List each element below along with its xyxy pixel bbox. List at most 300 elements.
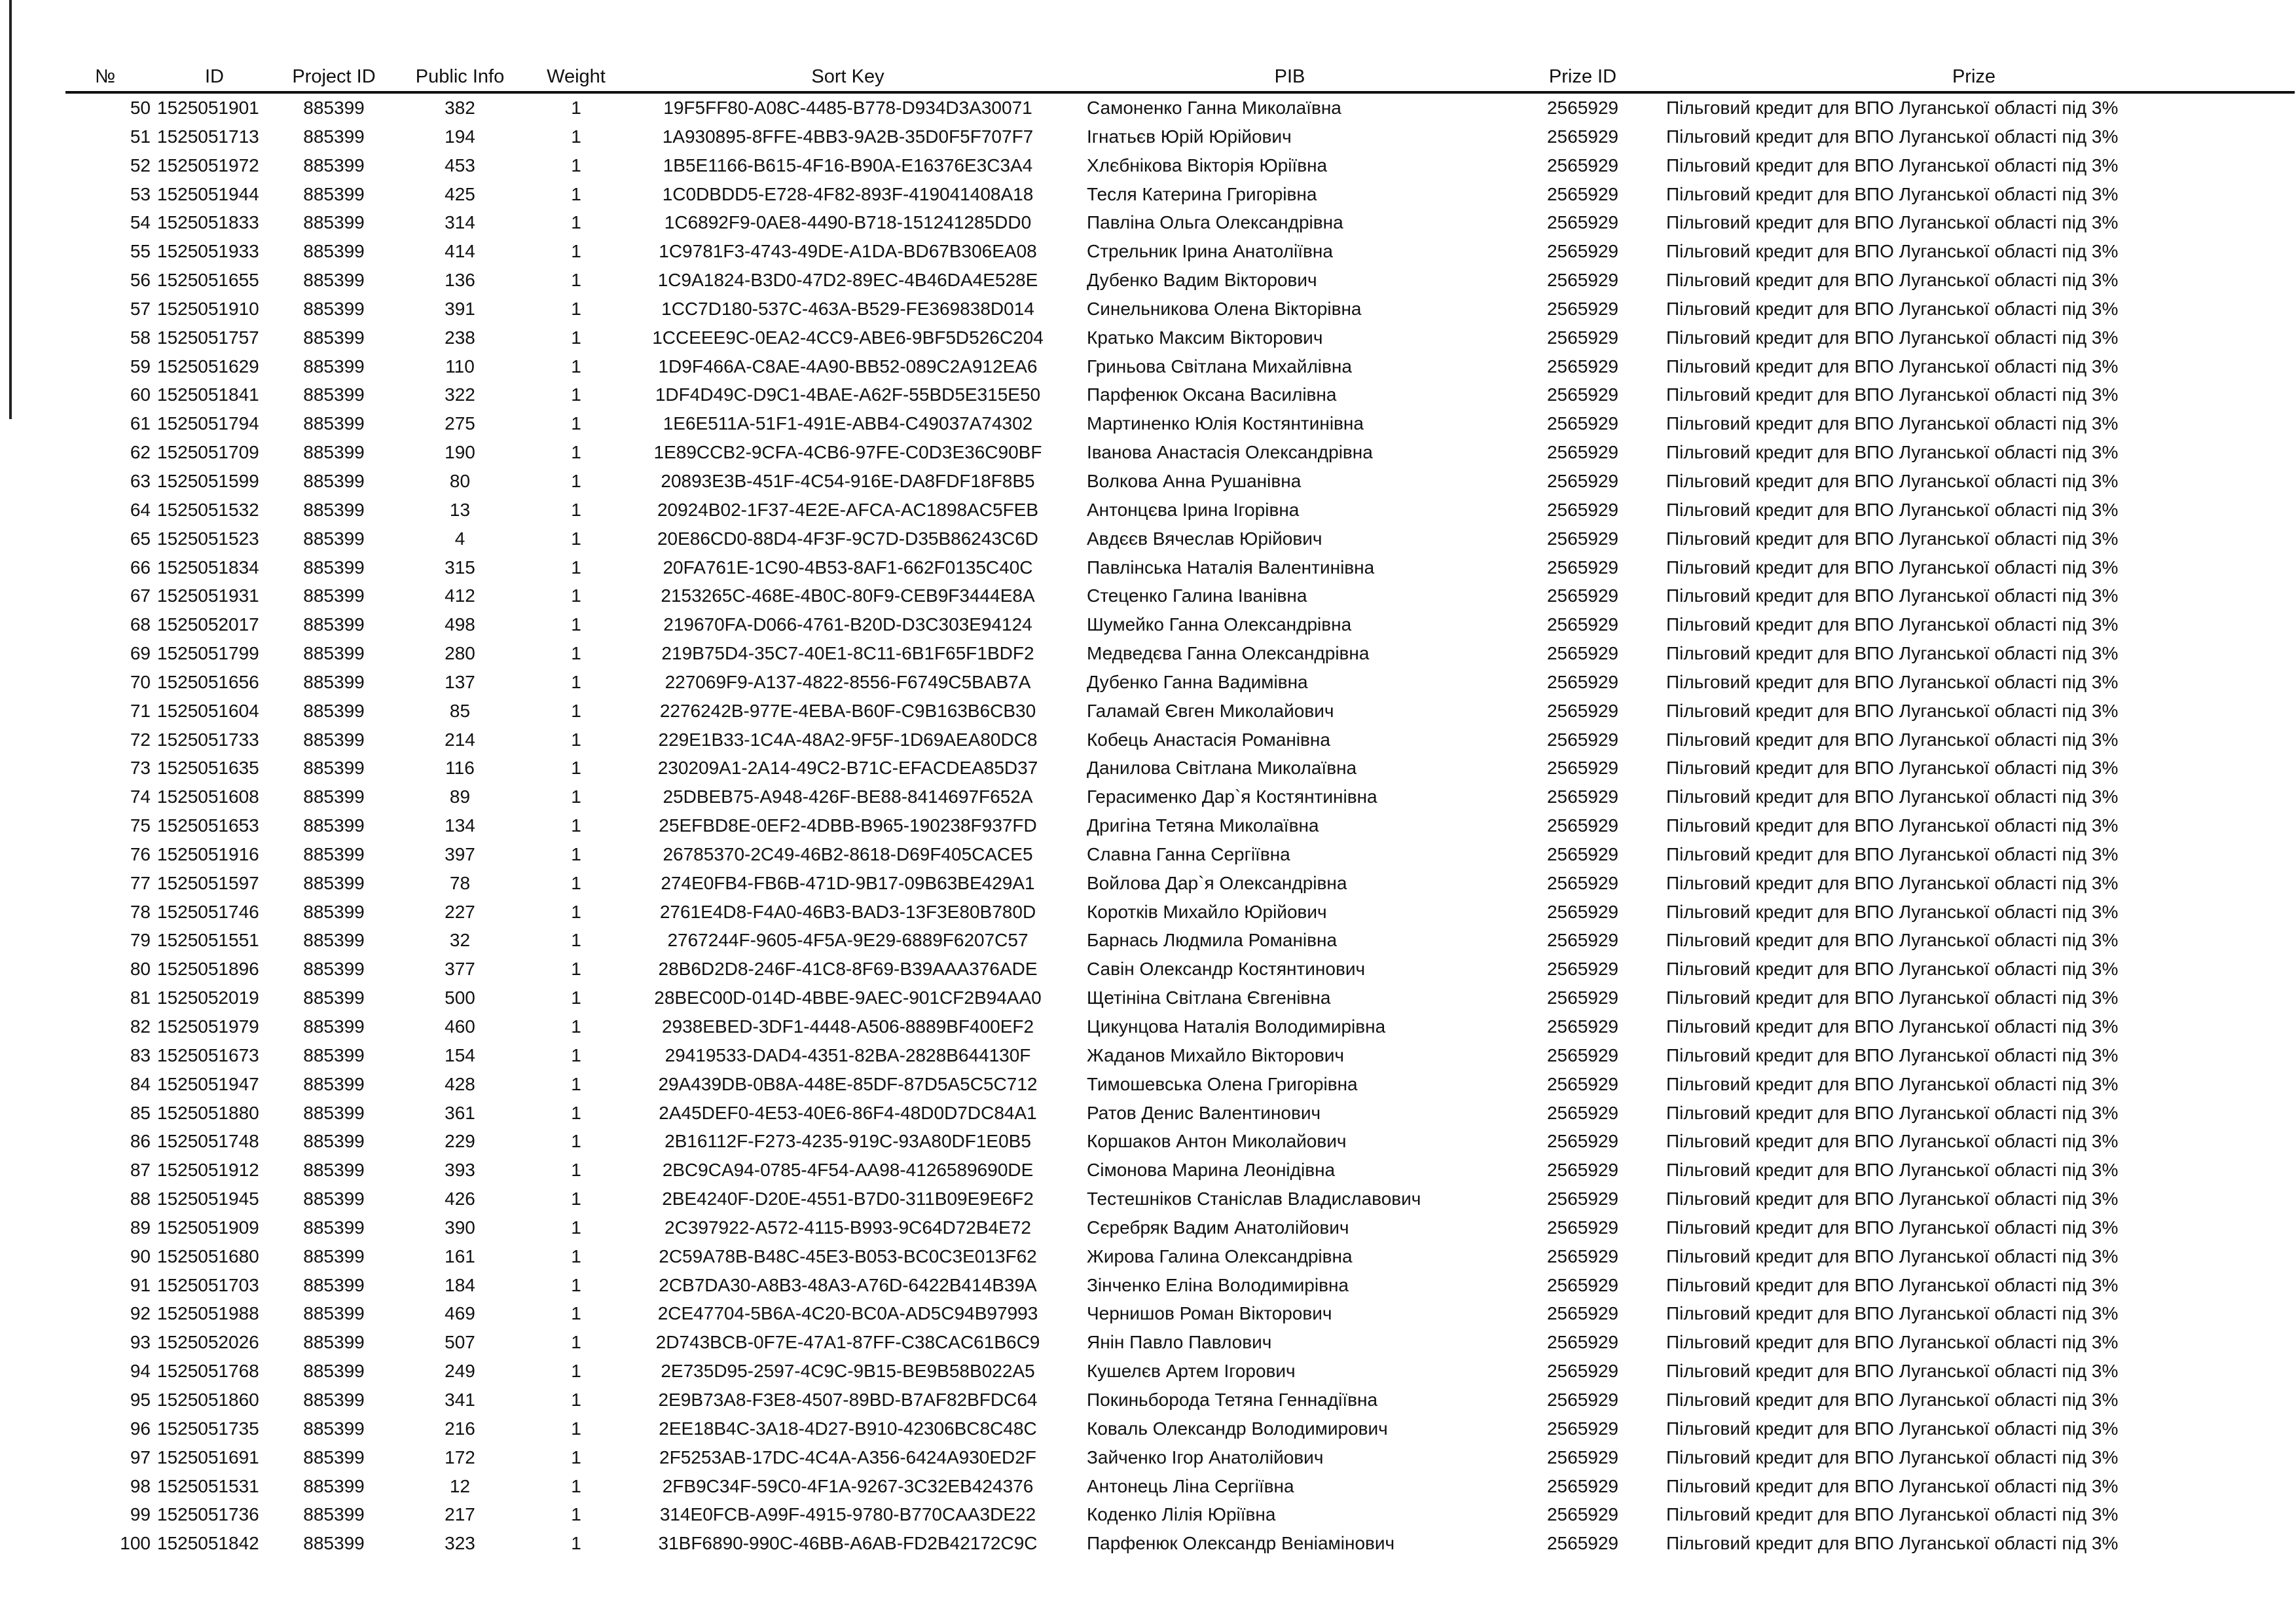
cell-pib: Барнась Людмила Романівна bbox=[1087, 930, 1338, 951]
cell-public-info: 13 bbox=[449, 499, 471, 520]
cell-prize-id: 2565929 bbox=[1546, 183, 1618, 204]
cell-weight: 1 bbox=[571, 183, 581, 204]
cell-id: 1525051653 bbox=[157, 815, 259, 836]
cell-public-info: 216 bbox=[445, 1418, 475, 1439]
cell-project-id: 885399 bbox=[303, 987, 365, 1008]
col-prize-header: Prize bbox=[1653, 62, 2295, 92]
cell-public-info: 161 bbox=[445, 1246, 475, 1266]
cell-project-id: 885399 bbox=[303, 327, 365, 348]
cell-weight: 1 bbox=[571, 843, 581, 864]
cell-prize: Пільговий кредит для ВПО Луганської області під 3% bbox=[1666, 528, 2119, 549]
cell-weight: 1 bbox=[571, 585, 581, 606]
cell-public-info: 393 bbox=[445, 1160, 475, 1181]
cell-weight: 1 bbox=[571, 98, 581, 118]
table-row bbox=[65, 1041, 2295, 1070]
cell-prize-id: 2565929 bbox=[1546, 413, 1618, 434]
cell-sort-key: 2F5253AB-17DC-4C4A-A356-6424A930ED2F bbox=[659, 1447, 1036, 1467]
table-row bbox=[65, 783, 2295, 811]
cell-pib: Кушелєв Артем Ігорович bbox=[1087, 1361, 1296, 1382]
cell-pib: Славна Ганна Сергіївна bbox=[1087, 843, 1290, 864]
cell-sort-key: 2938EBED-3DF1-4448-A506-8889BF400EF2 bbox=[661, 1016, 1034, 1037]
cell-prize: Пільговий кредит для ВПО Луганської області під 3% bbox=[1666, 155, 2119, 175]
cell-prize: Пільговий кредит для ВПО Луганської області під 3% bbox=[1666, 815, 2119, 836]
cell-public-info: 4 bbox=[454, 528, 465, 549]
cell-pib: Авдєєв Вячеслав Юрійович bbox=[1087, 528, 1322, 549]
cell-num: 58 bbox=[130, 327, 151, 348]
cell-prize: Пільговий кредит для ВПО Луганської області під 3% bbox=[1666, 126, 2119, 147]
cell-prize-id: 2565929 bbox=[1546, 1475, 1618, 1496]
table-row bbox=[65, 1472, 2295, 1501]
table-row bbox=[65, 1213, 2295, 1242]
cell-sort-key: 1E6E511A-51F1-491E-ABB4-C49037A74302 bbox=[663, 413, 1033, 434]
cell-weight: 1 bbox=[571, 1217, 581, 1238]
cell-sort-key: 28BEC00D-014D-4BBE-9AEC-901CF2B94AA0 bbox=[654, 987, 1042, 1008]
cell-num: 88 bbox=[130, 1189, 151, 1209]
cell-public-info: 227 bbox=[445, 901, 475, 922]
cell-pib: Сєребряк Вадим Анатолійович bbox=[1087, 1217, 1349, 1238]
cell-num: 56 bbox=[130, 270, 151, 291]
table-row bbox=[65, 610, 2295, 639]
cell-prize-id: 2565929 bbox=[1546, 1131, 1618, 1152]
cell-weight: 1 bbox=[571, 1475, 581, 1496]
cell-pib: Янін Павло Павлович bbox=[1087, 1332, 1272, 1353]
table-row bbox=[65, 581, 2295, 610]
cell-public-info: 32 bbox=[449, 930, 471, 951]
cell-num: 94 bbox=[130, 1361, 151, 1382]
cell-id: 1525052017 bbox=[157, 614, 259, 635]
table-row bbox=[65, 295, 2295, 323]
cell-project-id: 885399 bbox=[303, 1332, 365, 1353]
cell-pib: Жаданов Михайло Вікторович bbox=[1087, 1044, 1344, 1065]
cell-prize-id: 2565929 bbox=[1546, 212, 1618, 233]
cell-pib: Коротків Михайло Юрійович bbox=[1087, 901, 1327, 922]
cell-prize-id: 2565929 bbox=[1546, 786, 1618, 807]
cell-prize-id: 2565929 bbox=[1546, 1418, 1618, 1439]
cell-sort-key: 20924B02-1F37-4E2E-AFCA-AC1898AC5FEB bbox=[657, 499, 1039, 520]
cell-prize-id: 2565929 bbox=[1546, 442, 1618, 463]
cell-id: 1525051746 bbox=[157, 901, 259, 922]
cell-id: 1525051736 bbox=[157, 1504, 259, 1525]
cell-id: 1525051680 bbox=[157, 1246, 259, 1266]
cell-weight: 1 bbox=[571, 1073, 581, 1094]
cell-public-info: 190 bbox=[445, 442, 475, 463]
table-row bbox=[65, 1156, 2295, 1185]
cell-id: 1525051733 bbox=[157, 729, 259, 750]
table-row bbox=[65, 1443, 2295, 1472]
cell-weight: 1 bbox=[571, 126, 581, 147]
cell-weight: 1 bbox=[571, 298, 581, 319]
cell-public-info: 214 bbox=[445, 729, 475, 750]
table-row bbox=[65, 237, 2295, 266]
cell-sort-key: 1C6892F9-0AE8-4490-B718-151241285DD0 bbox=[664, 212, 1032, 233]
cell-prize-id: 2565929 bbox=[1546, 1389, 1618, 1410]
cell-prize: Пільговий кредит для ВПО Луганської області під 3% bbox=[1666, 98, 2119, 118]
cell-public-info: 382 bbox=[445, 98, 475, 118]
table-row bbox=[65, 92, 2295, 122]
cell-prize: Пільговий кредит для ВПО Луганської області під 3% bbox=[1666, 1389, 2119, 1410]
table-row bbox=[65, 697, 2295, 726]
cell-id: 1525051608 bbox=[157, 786, 259, 807]
cell-id: 1525052026 bbox=[157, 1332, 259, 1353]
table-row bbox=[65, 323, 2295, 352]
cell-prize: Пільговий кредит для ВПО Луганської області під 3% bbox=[1666, 1160, 2119, 1181]
cell-weight: 1 bbox=[571, 1361, 581, 1382]
cell-prize-id: 2565929 bbox=[1546, 557, 1618, 578]
table-row bbox=[65, 380, 2295, 409]
cell-pib: Тимошевська Олена Григорівна bbox=[1087, 1073, 1358, 1094]
cell-weight: 1 bbox=[571, 1303, 581, 1324]
col-num-header: № bbox=[65, 62, 157, 92]
cell-num: 96 bbox=[130, 1418, 151, 1439]
cell-sort-key: 2767244F-9605-4F5A-9E29-6889F6207C57 bbox=[667, 930, 1029, 951]
cell-public-info: 280 bbox=[445, 643, 475, 664]
cell-pib: Синельникова Олена Вікторівна bbox=[1087, 298, 1362, 319]
cell-project-id: 885399 bbox=[303, 528, 365, 549]
cell-prize: Пільговий кредит для ВПО Луганської області під 3% bbox=[1666, 1332, 2119, 1353]
cell-public-info: 469 bbox=[445, 1303, 475, 1324]
cell-prize: Пільговий кредит для ВПО Луганської області під 3% bbox=[1666, 1131, 2119, 1152]
cell-num: 93 bbox=[130, 1332, 151, 1353]
cell-prize-id: 2565929 bbox=[1546, 1044, 1618, 1065]
cell-id: 1525051834 bbox=[157, 557, 259, 578]
cell-sort-key: 1DF4D49C-D9C1-4BAE-A62F-55BD5E315E50 bbox=[655, 384, 1041, 405]
cell-id: 1525051901 bbox=[157, 98, 259, 118]
cell-project-id: 885399 bbox=[303, 614, 365, 635]
cell-public-info: 275 bbox=[445, 413, 475, 434]
cell-num: 85 bbox=[130, 1102, 151, 1123]
cell-public-info: 377 bbox=[445, 959, 475, 980]
cell-num: 52 bbox=[130, 155, 151, 175]
cell-sort-key: 219B75D4-35C7-40E1-8C11-6B1F65F1BDF2 bbox=[661, 643, 1034, 664]
cell-sort-key: 29A439DB-0B8A-448E-85DF-87D5A5C5C712 bbox=[658, 1073, 1038, 1094]
cell-public-info: 391 bbox=[445, 298, 475, 319]
cell-project-id: 885399 bbox=[303, 557, 365, 578]
cell-project-id: 885399 bbox=[303, 1274, 365, 1295]
cell-prize: Пільговий кредит для ВПО Луганської області під 3% bbox=[1666, 499, 2119, 520]
cell-id: 1525051842 bbox=[157, 1533, 259, 1554]
cell-project-id: 885399 bbox=[303, 1217, 365, 1238]
cell-id: 1525051944 bbox=[157, 183, 259, 204]
table-body bbox=[65, 92, 2295, 1558]
cell-sort-key: 2153265C-468E-4B0C-80F9-CEB9F3444E8A bbox=[661, 585, 1035, 606]
cell-prize: Пільговий кредит для ВПО Луганської області під 3% bbox=[1666, 843, 2119, 864]
table-row bbox=[65, 409, 2295, 438]
cell-sort-key: 2C59A78B-B48C-45E3-B053-BC0C3E013F62 bbox=[659, 1246, 1037, 1266]
cell-id: 1525051599 bbox=[157, 470, 259, 491]
cell-sort-key: 1D9F466A-C8AE-4A90-BB52-089C2A912EA6 bbox=[658, 356, 1038, 377]
cell-num: 53 bbox=[130, 183, 151, 204]
cell-pib: Дригіна Тетяна Миколаївна bbox=[1087, 815, 1319, 836]
cell-prize: Пільговий кредит для ВПО Луганської області під 3% bbox=[1666, 959, 2119, 980]
cell-pib: Павлінська Наталія Валентинівна bbox=[1087, 557, 1375, 578]
cell-sort-key: 19F5FF80-A08C-4485-B778-D934D3A30071 bbox=[663, 98, 1032, 118]
cell-project-id: 885399 bbox=[303, 1073, 365, 1094]
cell-sort-key: 219670FA-D066-4761-B20D-D3C303E94124 bbox=[663, 614, 1032, 635]
cell-num: 63 bbox=[130, 470, 151, 491]
table-row bbox=[65, 1386, 2295, 1414]
cell-public-info: 184 bbox=[445, 1274, 475, 1295]
table-row bbox=[65, 525, 2295, 553]
cell-prize: Пільговий кредит для ВПО Луганської області під 3% bbox=[1666, 1418, 2119, 1439]
cell-prize-id: 2565929 bbox=[1546, 729, 1618, 750]
cell-prize-id: 2565929 bbox=[1546, 384, 1618, 405]
cell-prize: Пільговий кредит для ВПО Луганської області під 3% bbox=[1666, 384, 2119, 405]
cell-id: 1525051656 bbox=[157, 671, 259, 692]
cell-id: 1525051768 bbox=[157, 1361, 259, 1382]
cell-id: 1525051735 bbox=[157, 1418, 259, 1439]
cell-weight: 1 bbox=[571, 1131, 581, 1152]
cell-id: 1525051794 bbox=[157, 413, 259, 434]
cell-id: 1525051551 bbox=[157, 930, 259, 951]
cell-prize-id: 2565929 bbox=[1546, 126, 1618, 147]
cell-sort-key: 31BF6890-990C-46BB-A6AB-FD2B42172C9C bbox=[658, 1533, 1038, 1554]
cell-pib: Войлова Дар`я Олександрівна bbox=[1087, 872, 1347, 893]
table-row bbox=[65, 898, 2295, 927]
cell-prize: Пільговий кредит для ВПО Луганської області під 3% bbox=[1666, 1217, 2119, 1238]
cell-num: 69 bbox=[130, 643, 151, 664]
cell-num: 74 bbox=[130, 786, 151, 807]
cell-prize: Пільговий кредит для ВПО Луганської області під 3% bbox=[1666, 1303, 2119, 1324]
cell-sort-key: 2E9B73A8-F3E8-4507-89BD-B7AF82BFDC64 bbox=[658, 1389, 1038, 1410]
cell-prize: Пільговий кредит для ВПО Луганської області під 3% bbox=[1666, 470, 2119, 491]
cell-id: 1525051531 bbox=[157, 1475, 259, 1496]
cell-id: 1525051799 bbox=[157, 643, 259, 664]
cell-pib: Іванова Анастасія Олександрівна bbox=[1087, 442, 1373, 463]
cell-pib: Ігнатьєв Юрій Юрійович bbox=[1087, 126, 1292, 147]
cell-num: 61 bbox=[130, 413, 151, 434]
cell-project-id: 885399 bbox=[303, 499, 365, 520]
cell-sort-key: 1C9781F3-4743-49DE-A1DA-BD67B306EA08 bbox=[659, 241, 1037, 262]
cell-prize-id: 2565929 bbox=[1546, 643, 1618, 664]
cell-prize: Пільговий кредит для ВПО Луганської області під 3% bbox=[1666, 1533, 2119, 1554]
cell-project-id: 885399 bbox=[303, 470, 365, 491]
cell-project-id: 885399 bbox=[303, 98, 365, 118]
cell-pib: Дубенко Вадим Вікторович bbox=[1087, 270, 1317, 291]
cell-pib: Кратько Максим Вікторович bbox=[1087, 327, 1323, 348]
cell-prize-id: 2565929 bbox=[1546, 241, 1618, 262]
cell-weight: 1 bbox=[571, 614, 581, 635]
cell-prize-id: 2565929 bbox=[1546, 1073, 1618, 1094]
cell-project-id: 885399 bbox=[303, 585, 365, 606]
table-row bbox=[65, 151, 2295, 180]
cell-sort-key: 2EE18B4C-3A18-4D27-B910-42306BC8C48C bbox=[659, 1418, 1037, 1439]
cell-id: 1525051988 bbox=[157, 1303, 259, 1324]
cell-public-info: 154 bbox=[445, 1044, 475, 1065]
cell-pib: Антонцєва Ірина Ігорівна bbox=[1087, 499, 1300, 520]
cell-public-info: 78 bbox=[449, 872, 471, 893]
cell-prize: Пільговий кредит для ВПО Луганської області під 3% bbox=[1666, 700, 2119, 721]
cell-project-id: 885399 bbox=[303, 298, 365, 319]
scan-edge-line bbox=[9, 0, 12, 419]
cell-prize: Пільговий кредит для ВПО Луганської області під 3% bbox=[1666, 585, 2119, 606]
cell-sort-key: 20E86CD0-88D4-4F3F-9C7D-D35B86243C6D bbox=[657, 528, 1039, 549]
cell-public-info: 80 bbox=[449, 470, 471, 491]
cell-prize: Пільговий кредит для ВПО Луганської області під 3% bbox=[1666, 1073, 2119, 1094]
cell-public-info: 412 bbox=[445, 585, 475, 606]
cell-num: 82 bbox=[130, 1016, 151, 1037]
winners-table bbox=[65, 62, 2295, 1558]
cell-weight: 1 bbox=[571, 155, 581, 175]
cell-pib: Ратов Денис Валентинович bbox=[1087, 1102, 1321, 1123]
cell-pib: Зайченко Ігор Анатолійович bbox=[1087, 1447, 1324, 1467]
cell-weight: 1 bbox=[571, 1389, 581, 1410]
table-row bbox=[65, 467, 2295, 496]
cell-pib: Щетініна Світлана Євгенівна bbox=[1087, 987, 1331, 1008]
cell-weight: 1 bbox=[571, 1189, 581, 1209]
cell-prize-id: 2565929 bbox=[1546, 872, 1618, 893]
cell-num: 89 bbox=[130, 1217, 151, 1238]
table-row bbox=[65, 926, 2295, 955]
cell-pib: Тесля Катерина Григорівна bbox=[1087, 183, 1317, 204]
cell-weight: 1 bbox=[571, 470, 581, 491]
table-row bbox=[65, 1127, 2295, 1156]
cell-weight: 1 bbox=[571, 327, 581, 348]
cell-prize: Пільговий кредит для ВПО Луганської області під 3% bbox=[1666, 1016, 2119, 1037]
cell-sort-key: 2CE47704-5B6A-4C20-BC0A-AD5C94B97993 bbox=[657, 1303, 1038, 1324]
cell-prize: Пільговий кредит для ВПО Луганської області під 3% bbox=[1666, 212, 2119, 233]
cell-weight: 1 bbox=[571, 528, 581, 549]
cell-id: 1525051909 bbox=[157, 1217, 259, 1238]
cell-project-id: 885399 bbox=[303, 1361, 365, 1382]
cell-pib: Волкова Анна Рушанівна bbox=[1087, 470, 1302, 491]
cell-pib: Цикунцова Наталія Володимирівна bbox=[1087, 1016, 1386, 1037]
cell-prize-id: 2565929 bbox=[1546, 98, 1618, 118]
cell-id: 1525051691 bbox=[157, 1447, 259, 1467]
cell-project-id: 885399 bbox=[303, 442, 365, 463]
cell-id: 1525051629 bbox=[157, 356, 259, 377]
cell-num: 90 bbox=[130, 1246, 151, 1266]
cell-sort-key: 274E0FB4-FB6B-471D-9B17-09B63BE429A1 bbox=[661, 872, 1035, 893]
cell-num: 95 bbox=[130, 1389, 151, 1410]
table-row bbox=[65, 811, 2295, 840]
cell-weight: 1 bbox=[571, 1332, 581, 1353]
cell-weight: 1 bbox=[571, 671, 581, 692]
cell-pib: Зінченко Еліна Володимирівна bbox=[1087, 1274, 1349, 1295]
cell-num: 62 bbox=[130, 442, 151, 463]
cell-pib: Стеценко Галина Іванівна bbox=[1087, 585, 1307, 606]
cell-project-id: 885399 bbox=[303, 1418, 365, 1439]
cell-num: 50 bbox=[130, 98, 151, 118]
header-row bbox=[65, 62, 2295, 92]
cell-public-info: 453 bbox=[445, 155, 475, 175]
cell-project-id: 885399 bbox=[303, 959, 365, 980]
cell-prize: Пільговий кредит для ВПО Луганської області під 3% bbox=[1666, 1475, 2119, 1496]
table-header bbox=[65, 62, 2295, 92]
cell-weight: 1 bbox=[571, 1274, 581, 1295]
table-row bbox=[65, 1271, 2295, 1300]
cell-pib: Парфенюк Оксана Василівна bbox=[1087, 384, 1337, 405]
cell-weight: 1 bbox=[571, 815, 581, 836]
cell-num: 78 bbox=[130, 901, 151, 922]
cell-prize-id: 2565929 bbox=[1546, 614, 1618, 635]
cell-prize-id: 2565929 bbox=[1546, 1016, 1618, 1037]
cell-prize-id: 2565929 bbox=[1546, 1160, 1618, 1181]
cell-pib: Герасименко Дар`я Костянтинівна bbox=[1087, 786, 1377, 807]
cell-public-info: 426 bbox=[445, 1189, 475, 1209]
cell-num: 73 bbox=[130, 758, 151, 779]
cell-prize: Пільговий кредит для ВПО Луганської області під 3% bbox=[1666, 643, 2119, 664]
cell-num: 84 bbox=[130, 1073, 151, 1094]
cell-pib: Коденко Лілія Юріївна bbox=[1087, 1504, 1276, 1525]
cell-sort-key: 1E89CCB2-9CFA-4CB6-97FE-C0D3E36C90BF bbox=[653, 442, 1042, 463]
table-row bbox=[65, 1099, 2295, 1128]
cell-pib: Чернишов Роман Вікторович bbox=[1087, 1303, 1332, 1324]
cell-weight: 1 bbox=[571, 987, 581, 1008]
cell-public-info: 390 bbox=[445, 1217, 475, 1238]
cell-weight: 1 bbox=[571, 901, 581, 922]
cell-num: 86 bbox=[130, 1131, 151, 1152]
cell-prize-id: 2565929 bbox=[1546, 987, 1618, 1008]
cell-pib: Сімонова Марина Леонідівна bbox=[1087, 1160, 1336, 1181]
cell-pib: Самоненко Ганна Миколаївна bbox=[1087, 98, 1341, 118]
cell-weight: 1 bbox=[571, 930, 581, 951]
cell-prize-id: 2565929 bbox=[1546, 528, 1618, 549]
cell-prize-id: 2565929 bbox=[1546, 1533, 1618, 1554]
cell-prize-id: 2565929 bbox=[1546, 700, 1618, 721]
cell-project-id: 885399 bbox=[303, 1102, 365, 1123]
cell-id: 1525051945 bbox=[157, 1189, 259, 1209]
cell-prize: Пільговий кредит для ВПО Луганської області під 3% bbox=[1666, 671, 2119, 692]
cell-sort-key: 2D743BCB-0F7E-47A1-87FF-C38CAC61B6C9 bbox=[655, 1332, 1040, 1353]
cell-num: 67 bbox=[130, 585, 151, 606]
cell-num: 71 bbox=[130, 700, 151, 721]
cell-pib: Шумейко Ганна Олександрівна bbox=[1087, 614, 1352, 635]
cell-num: 97 bbox=[130, 1447, 151, 1467]
cell-prize-id: 2565929 bbox=[1546, 1217, 1618, 1238]
cell-public-info: 500 bbox=[445, 987, 475, 1008]
cell-num: 68 bbox=[130, 614, 151, 635]
cell-prize: Пільговий кредит для ВПО Луганської області під 3% bbox=[1666, 872, 2119, 893]
cell-public-info: 12 bbox=[449, 1475, 471, 1496]
cell-prize: Пільговий кредит для ВПО Луганської області під 3% bbox=[1666, 729, 2119, 750]
cell-weight: 1 bbox=[571, 557, 581, 578]
cell-sort-key: 229E1B33-1C4A-48A2-9F5F-1D69AEA80DC8 bbox=[658, 729, 1038, 750]
cell-public-info: 507 bbox=[445, 1332, 475, 1353]
cell-pib: Тестешніков Станіслав Владиславович bbox=[1087, 1189, 1421, 1209]
table-row bbox=[65, 1299, 2295, 1328]
cell-prize: Пільговий кредит для ВПО Луганської області під 3% bbox=[1666, 1274, 2119, 1295]
table-row bbox=[65, 1529, 2295, 1558]
cell-num: 60 bbox=[130, 384, 151, 405]
cell-public-info: 314 bbox=[445, 212, 475, 233]
table-row bbox=[65, 180, 2295, 209]
cell-sort-key: 26785370-2C49-46B2-8618-D69F405CACE5 bbox=[663, 843, 1033, 864]
cell-prize-id: 2565929 bbox=[1546, 356, 1618, 377]
cell-num: 64 bbox=[130, 499, 151, 520]
cell-project-id: 885399 bbox=[303, 212, 365, 233]
cell-public-info: 322 bbox=[445, 384, 475, 405]
cell-pib: Савін Олександр Костянтинович bbox=[1087, 959, 1366, 980]
table-row bbox=[65, 122, 2295, 151]
cell-weight: 1 bbox=[571, 1533, 581, 1554]
cell-weight: 1 bbox=[571, 1418, 581, 1439]
cell-public-info: 460 bbox=[445, 1016, 475, 1037]
cell-sort-key: 2C397922-A572-4115-B993-9C64D72B4E72 bbox=[665, 1217, 1031, 1238]
cell-prize-id: 2565929 bbox=[1546, 959, 1618, 980]
cell-weight: 1 bbox=[571, 959, 581, 980]
cell-sort-key: 2FB9C34F-59C0-4F1A-9267-3C32EB424376 bbox=[662, 1475, 1034, 1496]
cell-pib: Данилова Світлана Миколаївна bbox=[1087, 758, 1357, 779]
cell-id: 1525051604 bbox=[157, 700, 259, 721]
cell-id: 1525051523 bbox=[157, 528, 259, 549]
cell-public-info: 428 bbox=[445, 1073, 475, 1094]
cell-num: 99 bbox=[130, 1504, 151, 1525]
cell-project-id: 885399 bbox=[303, 126, 365, 147]
cell-id: 1525051979 bbox=[157, 1016, 259, 1037]
cell-id: 1525051757 bbox=[157, 327, 259, 348]
cell-public-info: 217 bbox=[445, 1504, 475, 1525]
cell-sort-key: 29419533-DAD4-4351-82BA-2828B644130F bbox=[665, 1044, 1031, 1065]
